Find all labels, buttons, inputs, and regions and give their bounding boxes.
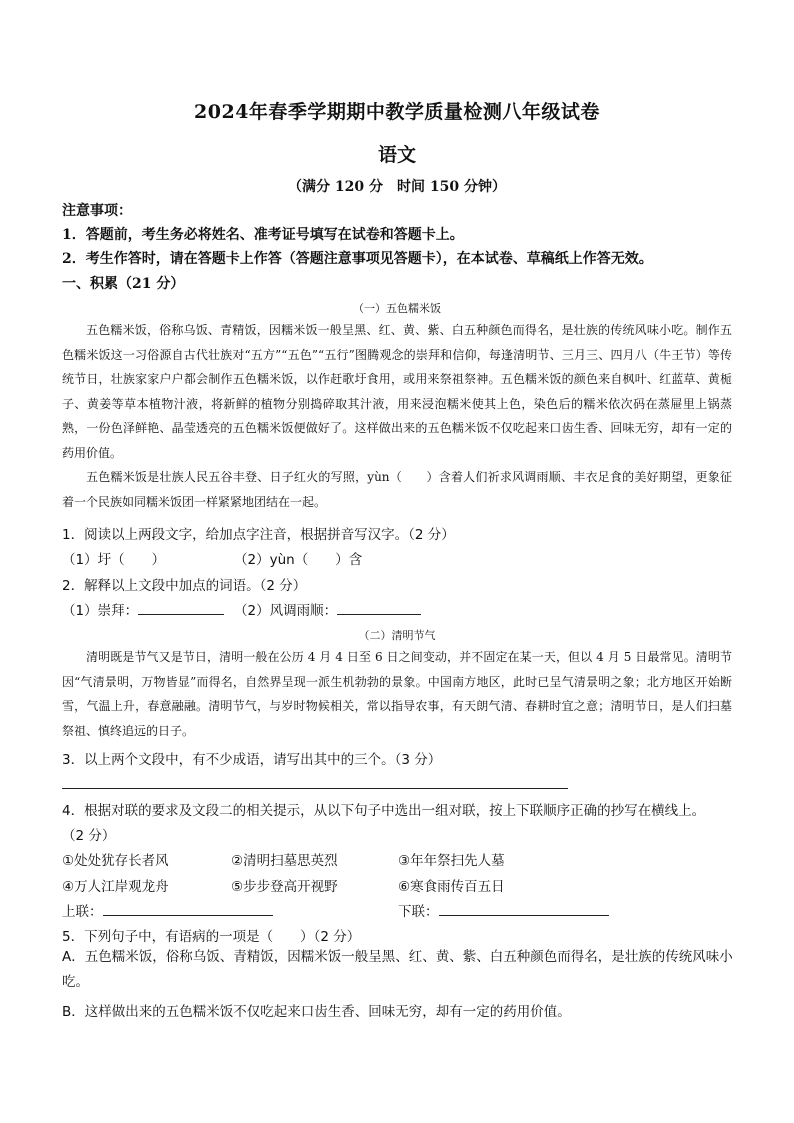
question-3-stem: 3．以上两个文段中，有不少成语，请写出其中的三个。（3 分） xyxy=(62,752,442,768)
section-1-heading: 一、积累（21 分） xyxy=(62,276,185,292)
question-5-stem: 5．下列句子中，有语病的一项是（ ）（2 分） xyxy=(62,929,361,945)
question-1-stem: 1．阅读以上两段文字，给加点字注音，根据拼音写汉字。（2 分） xyxy=(62,527,455,543)
passage-1-title: （一）五色糯米饭 xyxy=(353,302,441,315)
question-3-answer-line[interactable] xyxy=(62,788,568,789)
question-2-part-2-blank[interactable] xyxy=(337,600,421,615)
question-2-part-1-label: （1）崇拜： xyxy=(62,603,139,619)
question-4-stem-line-1: 4．根据对联的要求及文段二的相关提示，从以下句子中选出一组对联，按上下联顺序正确的抄写在横线上。 xyxy=(62,803,706,819)
lower-couplet-blank[interactable] xyxy=(439,901,609,916)
question-1-part-2: （2）yùn（ ）含 xyxy=(234,552,363,568)
subject-title: 语文 xyxy=(377,144,416,166)
question-2-stem: 2．解释以上文段中加点的词语。（2 分） xyxy=(62,578,307,594)
question-4-option: ④万人江岸观龙舟 xyxy=(62,879,169,895)
notes-heading: 注意事项： xyxy=(62,203,132,219)
exam-meta: （满分 120 分 时间 150 分钟） xyxy=(288,179,506,195)
question-4-option: ①处处犹存长者风 xyxy=(62,853,169,869)
passage-1-paragraph-2: 五色糯米饭是壮族人民五谷丰登、日子红火的写照，yùn（ ）含着人们祈求风调雨顺、丰衣足食的美好期望，更象征着一个民族如同糯米饭团一样紧紧地团结在一起。 xyxy=(62,470,732,509)
question-2-part-2-label: （2）风调雨顺： xyxy=(234,603,338,619)
question-2-part-1 xyxy=(62,599,224,619)
question-5-option-b: B．这样做出来的五色糯米饭不仅吃起来口齿生香、回味无穷，却有一定的药用价值。 xyxy=(62,1004,571,1020)
question-1-part-1: （1）圩（ ） xyxy=(62,552,166,568)
notes-item-2: 2．考生作答时，请在答题卡上作答（答题注意事项见答题卡），在本试卷、草稿纸上作答无效。 xyxy=(62,251,653,267)
exam-title: 2024年春季学期期中教学质量检测八年级试卷 xyxy=(194,101,600,123)
passage-2-title: （二）清明节气 xyxy=(358,629,436,642)
upper-couplet-blank[interactable] xyxy=(103,901,273,916)
lower-couplet-label: 下联： xyxy=(398,904,439,920)
upper-couplet-label: 上联： xyxy=(62,904,103,920)
question-4-option: ⑤步步登高开视野 xyxy=(231,879,338,895)
question-4-stem-line-2: （2 分） xyxy=(62,828,116,844)
question-4-option: ③年年祭扫先人墓 xyxy=(398,853,505,869)
question-4-option: ②清明扫墓思英烈 xyxy=(231,853,338,869)
question-2-part-1-blank[interactable] xyxy=(138,600,224,615)
notes-item-1: 1．答题前，考生务必将姓名、准考证号填写在试卷和答题卡上。 xyxy=(62,227,464,243)
question-4-upper-couplet xyxy=(62,900,273,920)
question-4-lower-couplet xyxy=(398,900,609,920)
passage-1-paragraph-1: 五色糯米饭，俗称乌饭、青精饭，因糯米饭一般呈黑、红、黄、紫、白五种颜色而得名，是壮族的传统风味小吃。制作五色糯米饭这一习俗源自古代壮族对“五方”“五色”“五行”图腾观念的崇拜和信仰，每逢清明节、三月三、四月八（牛王节）等传统节日，壮族家家户户都会制作五色糯米饭，以作赶歌圩食用，或用来祭祖祭神。五色糯米饭的颜色来自枫叶、红蓝草、黄栀子、黄姜等草本植物汁液，将新鲜的植物分别捣碎取其汁液，用来浸泡糯米使其上色，染色后的糯米依次码在蒸屉里上锅蒸熟，一份色泽鲜艳、晶莹透亮的五色糯米饭便做好了。这样做出来的五色糯米饭不仅吃起来口齿生香、回味无穷，却有一定的药用价值。 xyxy=(62,323,732,460)
question-5-option-a: A．五色糯米饭，俗称乌饭、青精饭，因糯米饭一般呈黑、红、黄、紫、白五种颜色而得名，是壮族的传统风味小吃。 xyxy=(62,949,733,990)
question-4-option: ⑥寒食雨传百五日 xyxy=(398,879,505,895)
question-2-part-2 xyxy=(234,599,421,619)
passage-2-paragraph: 清明既是节气又是节日，清明一般在公历 4 月 4 日至 6 日之间变动，并不固定在某一天，但以 4 月 5 日最常见。清明节因“气清景明，万物皆显”而得名，自然界呈现一派生机勃勃的景象。中国南方地区，此时已呈气清景明之象；北方地区开始断雪，气温上升，春意融融。清明节气，与岁时物候相关，常以指导农事，有天朗气清、春耕时宜之意；清明节日，是人们扫墓祭祖、慎终追远的日子。 xyxy=(62,650,732,738)
